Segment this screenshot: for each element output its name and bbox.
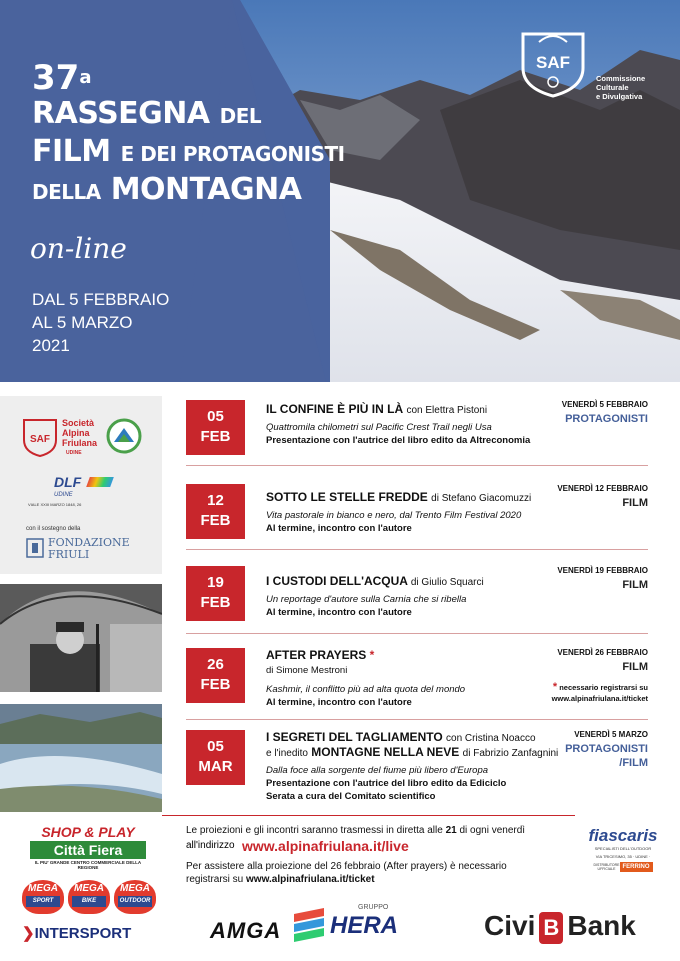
saf-name-3: Friulana [62,438,98,448]
event-title-line [266,402,487,416]
saf-city: UDINE [66,450,82,456]
note1d: all'indirizzo [186,840,235,851]
event-detail-2: Serata a cura del Comitato scientifico [266,791,436,802]
saf-sub-1: Commissione [596,74,646,83]
event-subtitle: Un reportage d'autore sulla Carnia che si ribella [266,594,467,605]
title-rassegna: RASSEGNA [32,96,210,131]
event-title-line [266,730,536,744]
support-text: con il sostegno della [26,526,81,532]
event-category [622,660,648,674]
event-category [622,496,648,510]
event-guest: di Stefano Giacomuzzi [431,493,532,504]
event-guest: con Cristina Noacco [446,733,536,744]
event-date: VENERDÌ 26 FEBBRAIO [557,648,648,657]
ticket-url-link[interactable]: www.alpinafriulana.it/ticket [246,874,375,885]
live-url-link[interactable]: www.alpinafriulana.it/live [242,838,409,854]
citta-fiera-logo [24,824,152,870]
event-guest-2b: di Fabrizio Zanfagnini [462,748,559,759]
event-title-line [266,648,374,662]
event-name-2: MONTAGNE NELLA NEVE [311,745,460,759]
event-name: I CUSTODI DELL'ACQUA [266,574,408,588]
saf-logo-text: SAF [536,53,570,72]
event-category-1: FILM [622,497,648,509]
hero-banner [0,0,680,382]
event-detail: Al termine, incontro con l'autore [266,523,412,534]
event-date: VENERDÌ 5 MARZO [574,730,648,739]
citta-fiera-text: Città Fiera [30,841,146,859]
dlf-logo [54,474,112,498]
event-subtitle: Dalla foce alla sorgente del fiume più libero d'Europa [266,765,489,776]
event-category-1: PROTAGONISTI [565,413,648,425]
fondazione-1: FONDAZIONE [48,536,130,549]
saf-name-1: Società [62,418,95,428]
fondazione-logo-icon [26,538,44,558]
edition-sup: a [79,67,92,88]
date-line-3: 2021 [32,336,70,355]
mega-3: MEGA [120,883,150,894]
event-name: I SEGRETI DEL TAGLIAMENTO [266,730,443,744]
saf-name-2: Alpina [62,428,90,438]
event-category [565,742,648,770]
badge-month: FEB [200,676,231,693]
svg-text:SAF: SAF [30,434,50,445]
hera-group-text: GRUPPO [358,904,389,911]
event-title-line [266,574,484,588]
hera-logo: HERA [330,912,399,939]
streaming-info [162,815,575,889]
dlf-text: DLF [54,474,82,490]
badge-month: FEB [200,594,231,611]
event-detail: Presentazione con l'autrice del libro edito da Altreconomia [266,435,531,446]
event-name: SOTTO LE STELLE FREDDE [266,490,428,504]
title-protagonisti: E DEI PROTAGONISTI [120,142,345,166]
hera-wave-icon [292,906,326,946]
online-label: on-line [30,232,127,265]
ferrino-logo: FERRINO [620,862,653,872]
event-category-1: FILM [622,579,648,591]
event-guest-2a: e l'inedito [266,748,308,759]
fondazione-name [48,537,130,561]
event-guest: con Elettra Pistoni [406,405,488,416]
note-star: * [552,681,558,693]
dlf-city: UDINE [54,492,73,498]
event-date: VENERDÌ 12 FEBBRAIO [557,484,648,493]
fondazione-2: FRIULI [48,548,90,561]
event-row [186,722,648,814]
shop-play-text: SHOP & PLAY [41,824,135,840]
note1c: di ogni venerdì [459,825,526,836]
ticket-note [186,860,581,886]
bank-text: Bank [567,910,636,941]
civi-text: Civi [484,910,536,941]
date-line-1: DAL 5 FEBBRAIO [32,290,170,309]
intersport-logo: ❯INTERSPORT [22,925,132,942]
mega-sport-logo [22,880,64,914]
mega-logos [22,880,156,914]
event-subtitle: Quattromila chilometri sul Pacific Crest Trail negli Usa [266,422,492,433]
edition-number: 37 [32,58,80,98]
badge-month: FEB [200,512,231,529]
note2b: registrarsi su [186,874,244,885]
event-title-line-2 [266,745,558,759]
badge-day: 12 [207,492,224,509]
event-row [186,640,648,720]
saf-sub-3: e Divulgativa [596,92,643,101]
event-date: VENERDÌ 19 FEBBRAIO [557,566,648,575]
event-row [186,396,648,466]
badge-month: MAR [198,758,233,775]
badge-day: 19 [207,574,224,591]
mega-outdoor-logo [114,880,156,914]
fiascaris-text: fiascaris [588,826,658,845]
registration-note [552,682,648,704]
mega-2: MEGA [74,883,104,894]
date-badge [186,730,245,785]
event-title-line [266,490,531,504]
saf-commission [596,74,645,101]
mega-sub-2: BIKE [72,896,106,907]
mega-sub-1: SPORT [26,896,60,907]
mega-sub-3: OUTDOOR [118,896,152,907]
note-url: www.alpinafriulana.it/ticket [551,694,648,703]
event-row [186,474,648,550]
event-desc [266,764,506,803]
date-badge [186,400,245,455]
event-date: VENERDÌ 5 FEBBRAIO [561,400,648,409]
date-range [32,288,169,357]
title-montagna: MONTAGNA [110,172,302,207]
intersport-text: INTERSPORT [34,925,132,942]
note1b: 21 [445,825,457,836]
event-name: AFTER PRAYERS [266,648,367,662]
event-subtitle: Kashmir, il conflitto più ad alta quota del mondo [266,684,466,695]
dlf-address: VIALE XXIII MARZO 1848, 26 [28,502,82,507]
event-desc [266,421,530,447]
date-line-2: AL 5 MARZO [32,313,133,332]
old-man-umbrella-photo [0,584,162,692]
event-desc [266,593,466,619]
event-desc [266,683,465,709]
event-guest: di Giulio Squarci [410,577,484,588]
date-badge [186,648,245,703]
event-category-2: /FILM [619,757,648,769]
club-badge-logo [106,418,142,454]
date-badge [186,484,245,539]
event-category [622,578,648,592]
saf-sub-2: Culturale [596,83,629,92]
event-category-1: PROTAGONISTI [565,743,648,755]
fiascaris-sub: SPECIALISTI DELL'OUTDOOR [594,846,652,851]
fiascaris-logo [588,826,658,872]
note-text: necessario registrarsi su [559,683,648,692]
badge-day: 05 [207,408,224,425]
event-detail: Presentazione con l'autrice del libro edito da Ediciclo [266,778,507,789]
badge-month: FEB [200,428,231,445]
badge-day: 05 [207,738,224,755]
ferrino-label: DISTRIBUTORE UFFICIALE [593,863,620,871]
river-photo [0,704,162,812]
streaming-note [186,824,581,837]
fiascaris-address: VIA TRICESIMO, 35 · UDINE · [595,854,651,859]
event-category [565,412,648,426]
amga-logo: AMGA [210,918,282,943]
title-film: FILM [32,134,111,169]
badge-day: 26 [207,656,224,673]
partner-logos-box [0,396,162,574]
event-row [186,556,648,634]
citta-fiera-sub: IL PIU' GRANDE CENTRO COMMERCIALE DELLA REGIONE [34,860,142,870]
saf-shield-logo [519,28,587,98]
saf-name [62,418,97,458]
event-name: IL CONFINE È PIÙ IN LÀ [266,402,404,416]
event-star: * [369,648,375,662]
civibank-logo: Civi B Bank [484,910,636,944]
event-title [32,60,345,210]
event-subtitle: Vita pastorale in bianco e nero, dal Trento Film Festival 2020 [266,510,522,521]
event-guest: di Simone Mestroni [266,665,348,676]
mega-bike-logo [68,880,110,914]
event-desc [266,509,521,535]
event-detail: Al termine, incontro con l'autore [266,697,412,708]
title-del: DEL [219,104,262,128]
event-category-1: FILM [622,661,648,673]
title-della: DELLA [32,180,101,204]
saf-small-logo [22,418,58,458]
mega-1: MEGA [28,883,58,894]
date-badge [186,566,245,621]
event-detail: Al termine, incontro con l'autore [266,607,412,618]
note1a: Le proiezioni e gli incontri saranno trasmessi in diretta alle [186,825,443,836]
note2: Per assistere alla proiezione del 26 febbraio (After prayers) è necessario [186,861,507,872]
